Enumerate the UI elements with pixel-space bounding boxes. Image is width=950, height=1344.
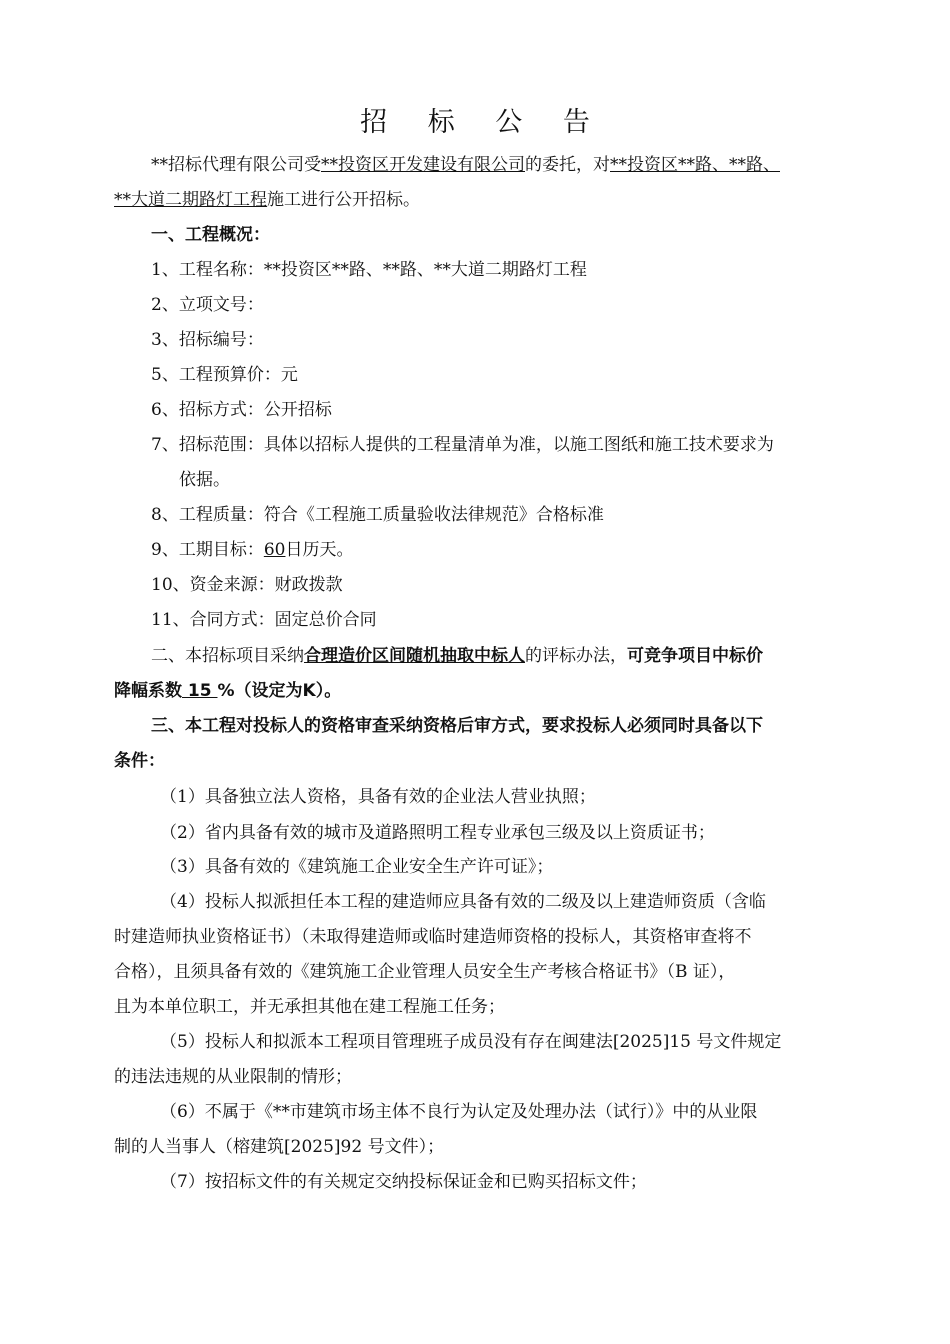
overview-item: 11、合同方式：固定总价合同 xyxy=(151,610,377,630)
section2-text: 可竞争项目中标价 xyxy=(627,646,763,666)
section3-heading: 三、本工程对投标人的资格审查采纳资格后审方式，要求投标人必须同时具备以下 xyxy=(151,716,763,736)
duration-label: 9、工期目标： xyxy=(151,540,264,560)
project-name: **投资区**路、**路、 xyxy=(610,155,780,175)
overview-item: 6、招标方式：公开招标 xyxy=(151,400,332,420)
overview-item: 1、工程名称：**投资区**路、**路、**大道二期路灯工程 xyxy=(151,260,587,280)
condition-item: （1）具备独立法人资格，具备有效的企业法人营业执照； xyxy=(160,787,596,807)
project-name: **大道二期路灯工程 xyxy=(114,190,267,210)
client-name: **投资区开发建设有限公司 xyxy=(321,155,525,175)
overview-item: 8、工程质量：符合《工程施工质量验收法律规范》合格标准 xyxy=(151,505,604,525)
intro-text: **招标代理有限公司受 xyxy=(151,155,321,175)
intro-text: 的委托，对 xyxy=(525,155,610,175)
condition-item-continued: 制的人当事人（榕建筑[2025]92 号文件）； xyxy=(114,1137,445,1157)
section2-text: %（设定为K）。 xyxy=(217,681,342,701)
section2-text: 二、本招标项目采纳 xyxy=(151,646,304,666)
condition-item-continued: 合格），且须具备有效的《建筑施工企业管理人员安全生产考核合格证书》（B 证）， xyxy=(114,962,736,982)
overview-item-continued: 依据。 xyxy=(179,470,230,490)
overview-item-duration xyxy=(151,539,891,561)
section2-text: 降幅系数 xyxy=(114,681,182,701)
overview-item: 5、工程预算价：元 xyxy=(151,365,298,385)
overview-item: 3、招标编号： xyxy=(151,330,264,350)
reduction-coefficient: 15 xyxy=(182,681,218,701)
overview-item: 7、招标范围：具体以招标人提供的工程量清单为准，以施工图纸和施工技术要求为 xyxy=(151,435,774,455)
intro-line-1 xyxy=(151,154,891,176)
page-title: 招 标 公 告 xyxy=(360,107,606,138)
condition-item: （2）省内具备有效的城市及道路照明工程专业承包三级及以上资质证书； xyxy=(160,823,715,843)
condition-item: （7）按招标文件的有关规定交纳投标保证金和已购买招标文件； xyxy=(160,1172,647,1192)
overview-item: 2、立项文号： xyxy=(151,295,264,315)
condition-item: （4）投标人拟派担任本工程的建造师应具备有效的二级及以上建造师资质（含临 xyxy=(160,892,766,912)
section3-heading-continued: 条件： xyxy=(114,751,165,771)
evaluation-method: 合理造价区间随机抽取中标人 xyxy=(304,646,525,666)
section1-heading: 一、工程概况： xyxy=(151,225,270,245)
condition-item-continued: 的违法违规的从业限制的情形； xyxy=(114,1067,352,1087)
overview-item: 10、资金来源：财政拨款 xyxy=(151,575,343,595)
duration-unit: 日历天。 xyxy=(285,540,354,560)
intro-line-2 xyxy=(114,189,854,211)
section2-text: 的评标办法， xyxy=(525,646,627,666)
condition-item-continued: 且为本单位职工，并无承担其他在建工程施工任务； xyxy=(114,997,505,1017)
condition-item: （6）不属于《**市建筑市场主体不良行为认定及处理办法（试行）》中的从业限 xyxy=(160,1102,758,1122)
condition-item: （3）具备有效的《建筑施工企业安全生产许可证》； xyxy=(160,857,554,877)
duration-days: 60 xyxy=(263,540,286,560)
condition-item: （5）投标人和拟派本工程项目管理班子成员没有存在闽建法[2025]15 号文件规定 xyxy=(160,1032,782,1052)
intro-text: 施工进行公开招标。 xyxy=(267,190,420,210)
condition-item-continued: 时建造师执业资格证书）（未取得建造师或临时建造师资格的投标人，其资格审查将不 xyxy=(114,927,752,947)
section2-line-2 xyxy=(114,680,854,702)
section2-line-1 xyxy=(151,645,891,667)
